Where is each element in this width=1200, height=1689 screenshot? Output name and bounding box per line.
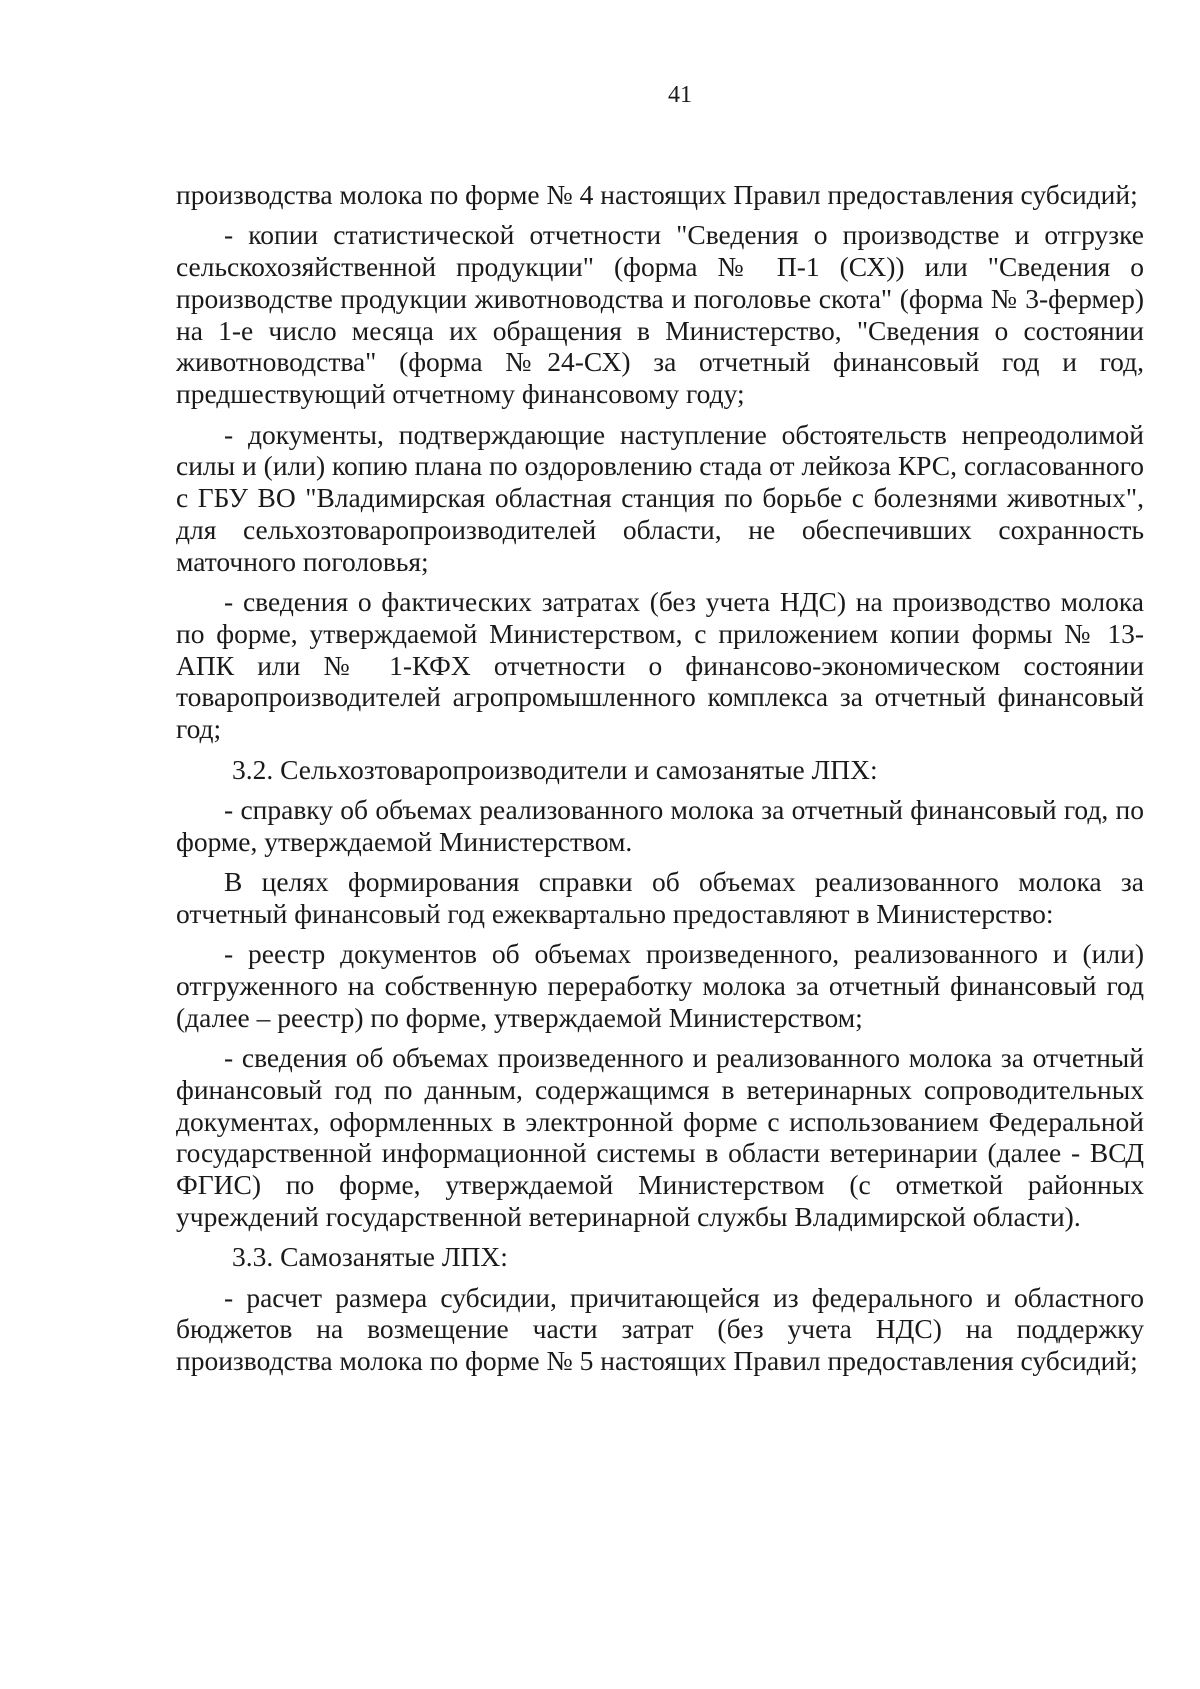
paragraph-document-registry: - реестр документов об объемах произведенного, реализованного и (или) отгруженного на собственную переработку молока за отчетный финансовый год (далее – реестр) по форме, утверждаемой Министерством; [176,938,1144,1033]
paragraph-quarterly-submission: В целях формирования справки об объемах реализованного молока за отчетный финансовый год ежеквартально предоставляют в Министерство: [176,865,1144,929]
paragraph-statistical-reports: - копии статистической отчетности "Сведения о производстве и отгрузке сельскохозяйственной продукции" (форма № П-1 (СХ)) или "Сведения о производстве продукции животноводства и поголовье скота" (форма № 3-фермер) на 1-е число месяца их обращения в Министерство, "Сведения о состоянии животноводства" (форма №24-СХ) за отчетный финансовый год и год, предшествующий отчетному финансовому году; [176,219,1144,410]
paragraph-actual-costs: - сведения о фактических затратах (без учета НДС) на производство молока по форме, утверждаемой Министерством, с приложением копии формы № 13-АПК или № 1-КФХ отчетности о финансово-экономическом состоянии товаропроизводителей агропромышленного комплекса за отчетный финансовый год; [176,586,1144,745]
page-number: 41 [668,82,692,108]
paragraph-veterinary-data: - сведения об объемах произведенного и реализованного молока за отчетный финансовый год по данным, содержащимся в ветеринарных сопроводительных документах, оформленных в электронной форме с использованием Федеральной государственной информационной системы в области ветеринарии (далее - ВСД ФГИС) по форме, утверждаемой Министерством (с отметкой районных учреждений государственной ветеринарной службы Владимирской области). [176,1041,1144,1232]
paragraph-continuation: производства молока по форме № 4 настоящих Правил предоставления субсидий; [176,179,1138,210]
paragraph-force-majeure-documents: - документы, подтверждающие наступление обстоятельств непреодолимой силы и (или) копию плана по оздоровлению стада от лейкоза КРС, согласованного с ГБУ ВО "Владимирская областная станция по борьбе с болезнями животных", для сельхозтоваропроизводителей области, не обеспечивших сохранность маточного поголовья; [176,418,1144,577]
section-heading-3-3: 3.3. Самозанятые ЛПХ: [232,1241,508,1273]
document-body [176,179,1144,1385]
section-heading-3-2: 3.2. Сельхозтоваропроизводители и самозанятые ЛПХ: [232,753,878,785]
paragraph-sales-certificate: - справку об объемах реализованного молока за отчетный финансовый год, по форме, утверждаемой Министерством. [176,793,1144,857]
paragraph-subsidy-calculation: - расчет размера субсидии, причитающейся из федерального и областного бюджетов на возмещение части затрат (без учета НДС) на поддержку производства молока по форме № 5 настоящих Правил предоставления субсидий; [176,1281,1144,1377]
